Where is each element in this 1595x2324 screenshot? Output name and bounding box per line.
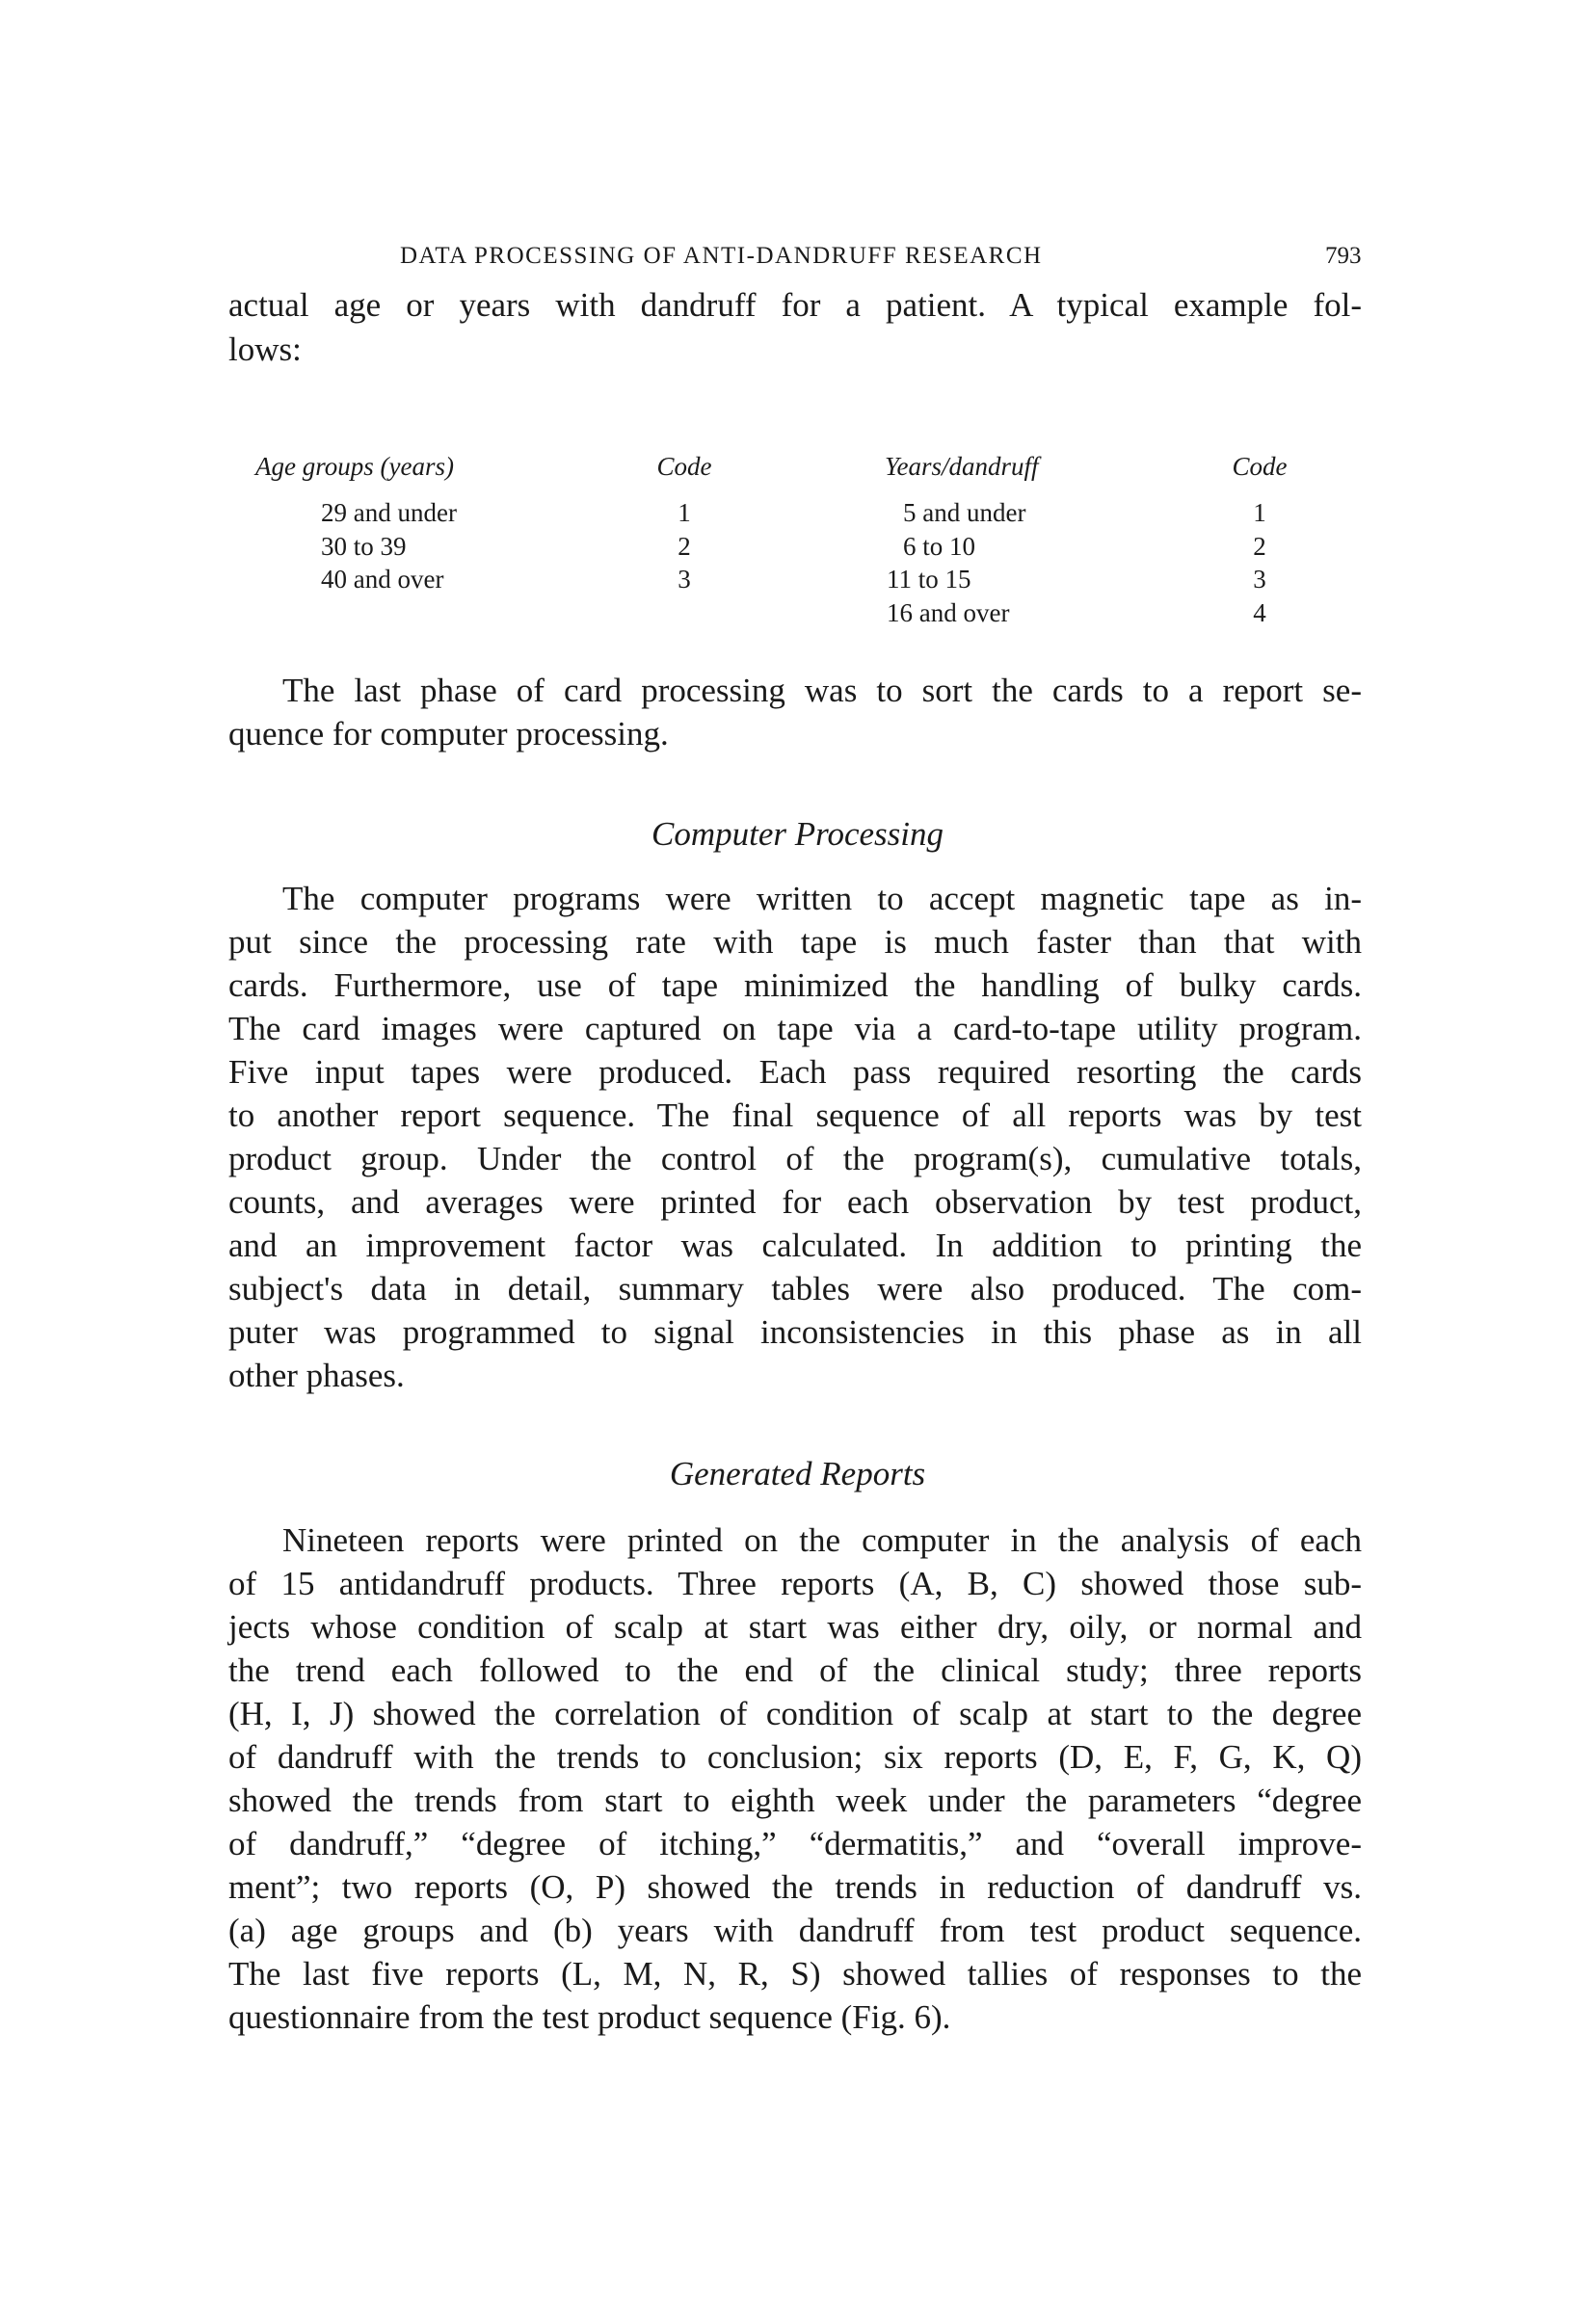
text-line: actual age or years with dandruff for a patient. A typical example fol- (228, 286, 1362, 324)
table-cell-range: 40 and over (321, 565, 444, 594)
text-line: The card images were captured on tape via a card-to-tape utility program. (228, 1010, 1362, 1047)
text-line: subject's data in detail, summary tables were also produced. The com- (228, 1270, 1362, 1307)
text-line: product group. Under the control of the program(s), cumulative totals, (228, 1140, 1362, 1177)
table-cell-range: 6 to 10 (903, 531, 976, 561)
text-line: showed the trends from start to eighth week under the parameters “degree (228, 1782, 1362, 1819)
text-line: puter was programmed to signal inconsistencies in this phase as in all (228, 1313, 1362, 1351)
text-line: (a) age groups and (b) years with dandruff from test product sequence. (228, 1912, 1362, 1949)
table-cell-code: 2 (1253, 531, 1266, 561)
table-cell-code: 1 (1253, 498, 1266, 527)
table-cell-code: 1 (678, 498, 691, 527)
table-cell-range: 16 and over (887, 598, 1010, 628)
table-header-age-groups: Age groups (years) (255, 452, 454, 481)
text-line: lows: (228, 330, 302, 368)
page-number: 793 (1325, 243, 1362, 269)
text-line: quence for computer processing. (228, 714, 669, 753)
text-line: the trend each followed to the end of the clinical study; three reports (228, 1651, 1362, 1689)
text-line: The computer programs were written to accept magnetic tape as in- (282, 880, 1362, 917)
text-line: of dandruff with the trends to conclusion; six reports (D, E, F, G, K, Q) (228, 1738, 1362, 1776)
text-line: Five input tapes were produced. Each pass required resorting the cards (228, 1053, 1362, 1091)
table-cell-range: 29 and under (321, 498, 457, 527)
text-line: of 15 antidandruff products. Three reports (A, B, C) showed those sub- (228, 1565, 1362, 1602)
table-header-code: Code (656, 452, 712, 481)
text-line: (H, I, J) showed the correlation of condition of scalp at start to the degree (228, 1695, 1362, 1732)
text-line: The last five reports (L, M, N, R, S) showed tallies of responses to the (228, 1955, 1362, 1993)
text-line: The last phase of card processing was to sort the cards to a report se- (282, 672, 1362, 709)
text-line: to another report sequence. The final sequence of all reports was by test (228, 1096, 1362, 1134)
table-cell-range: 11 to 15 (887, 565, 971, 594)
running-title: DATA PROCESSING OF ANTI-DANDRUFF RESEARCH (400, 243, 1043, 269)
table-cell-range: 5 and under (903, 498, 1026, 527)
table-cell-code: 2 (678, 531, 691, 561)
table-cell-range: 30 to 39 (321, 531, 407, 561)
text-line: cards. Furthermore, use of tape minimized the handling of bulky cards. (228, 966, 1362, 1004)
table-cell-code: 4 (1253, 598, 1266, 628)
text-line: and an improvement factor was calculated. In addition to printing the (228, 1227, 1362, 1264)
text-line: questionnaire from the test product sequence (Fig. 6). (228, 1998, 951, 2036)
text-line: of dandruff,” “degree of itching,” “dermatitis,” and “overall improve- (228, 1825, 1362, 1862)
text-line: jects whose condition of scalp at start was either dry, oily, or normal and (228, 1608, 1362, 1646)
text-line: other phases. (228, 1357, 405, 1394)
table-header-code: Code (1232, 452, 1288, 481)
table-header-years-dandruff: Years/dandruff (885, 452, 1039, 481)
text-line: Nineteen reports were printed on the computer in the analysis of each (282, 1521, 1362, 1559)
section-heading-computer-processing: Computer Processing (651, 815, 944, 853)
text-line: ment”; two reports (O, P) showed the trends in reduction of dandruff vs. (228, 1868, 1362, 1906)
section-heading-generated-reports: Generated Reports (669, 1455, 926, 1492)
text-line: counts, and averages were printed for each observation by test product, (228, 1183, 1362, 1221)
table-cell-code: 3 (678, 565, 691, 594)
text-line: put since the processing rate with tape is much faster than that with (228, 923, 1362, 961)
table-cell-code: 3 (1253, 565, 1266, 594)
